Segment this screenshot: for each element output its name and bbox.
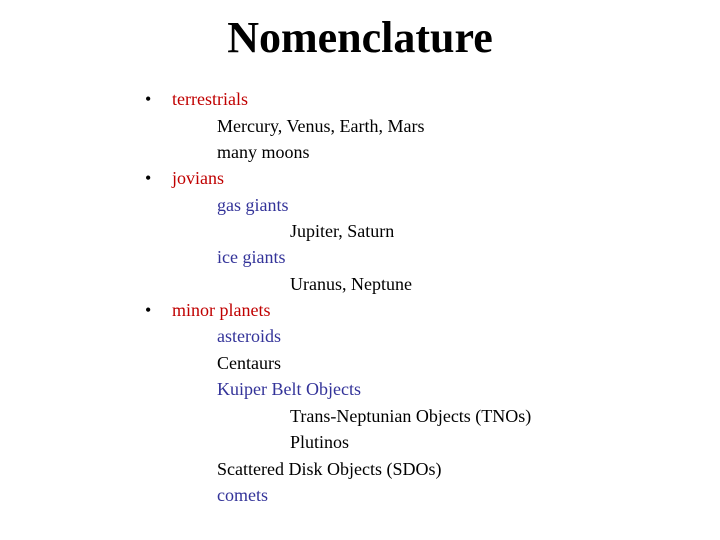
bullet-terrestrials: •: [145, 89, 152, 109]
outline-item-jovians: jovians: [172, 168, 224, 188]
outline-item-inner-planets: Mercury, Venus, Earth, Mars: [217, 116, 425, 136]
bullet-minor-planets: •: [145, 300, 152, 320]
outline-item-gas-giants: gas giants: [217, 195, 289, 215]
outline-item-comets: comets: [217, 485, 268, 505]
bullet-jovians: •: [145, 168, 152, 188]
outline-item-uranus-neptune: Uranus, Neptune: [290, 274, 412, 294]
outline-item-tnos: Trans-Neptunian Objects (TNOs): [290, 406, 532, 426]
outline-item-ice-giants: ice giants: [217, 247, 286, 267]
slide-title: Nomenclature: [227, 13, 493, 62]
outline-item-plutinos: Plutinos: [290, 432, 350, 452]
outline-item-centaurs: Centaurs: [217, 353, 281, 373]
outline-item-minor-planets: minor planets: [172, 300, 271, 320]
outline-item-kuiper-belt: Kuiper Belt Objects: [217, 379, 361, 399]
outline-item-jupiter-saturn: Jupiter, Saturn: [290, 221, 395, 241]
outline-item-moons: many moons: [217, 142, 310, 162]
outline-item-sdos: Scattered Disk Objects (SDOs): [217, 459, 442, 479]
outline-item-terrestrials: terrestrials: [172, 89, 248, 109]
outline-item-asteroids: asteroids: [217, 326, 281, 346]
